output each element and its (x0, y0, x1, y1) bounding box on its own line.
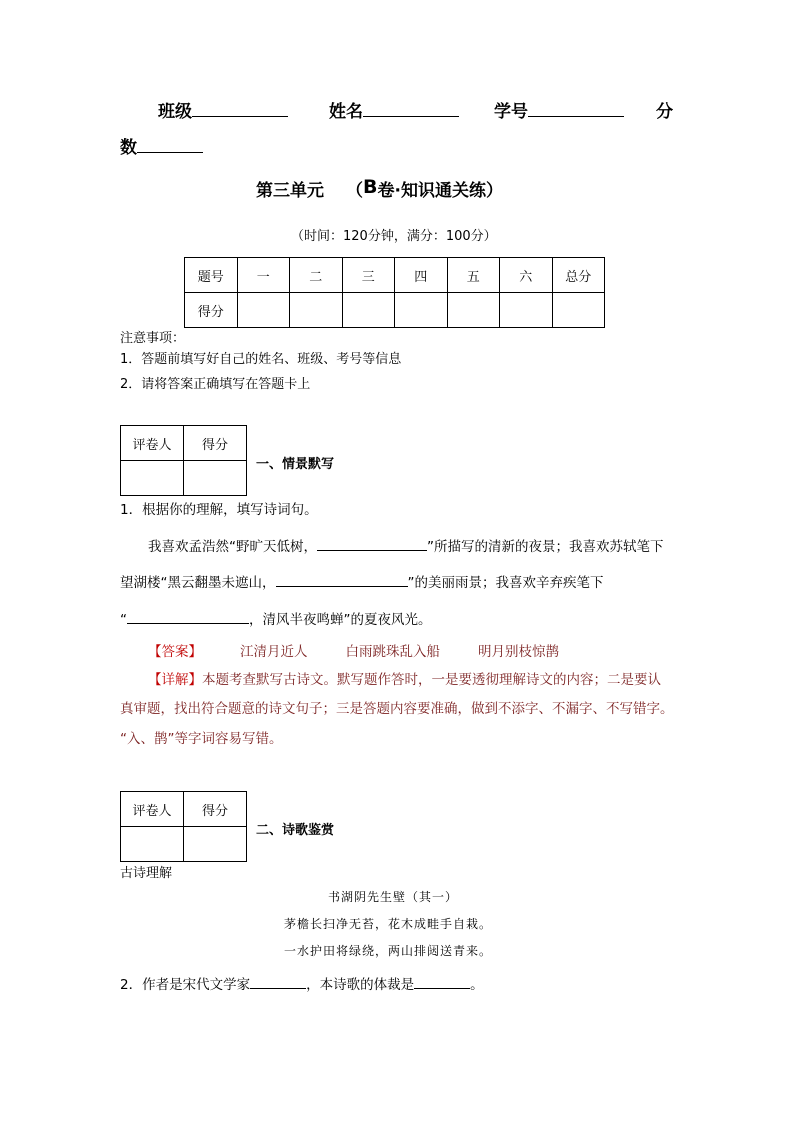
score-field (120, 133, 203, 158)
name-blank[interactable] (363, 99, 459, 117)
answer-label: 【答案】 (148, 644, 202, 660)
class-label: 班级 (158, 102, 192, 122)
score-cell[interactable] (552, 293, 605, 328)
title-unit: 第三单元 (256, 181, 324, 201)
grader-score-label: 得分 (184, 792, 247, 827)
fill-text: ”所描写的清新的夜景；我喜欢苏轼笔下 (427, 539, 664, 555)
poem-title: 书湖阴先生壁（其一） (328, 890, 459, 904)
score-header-cell: 一 (237, 258, 290, 293)
fill-blank-1[interactable] (317, 537, 427, 552)
score-cell[interactable] (342, 293, 395, 328)
grader-score-label: 得分 (184, 426, 247, 461)
grader-box-section1 (120, 425, 247, 496)
section1-question: 1．根据你的理解，填写诗词句。 (120, 502, 318, 518)
page-title (256, 176, 503, 201)
score-cell[interactable] (447, 293, 500, 328)
score-cell[interactable] (395, 293, 448, 328)
notes-item: 1．答题前填写好自己的姓名、班级、考号等信息 (120, 352, 402, 367)
grader-label: 评卷人 (121, 792, 184, 827)
poem-line: 茅檐长扫净无苔，花木成畦手自栽。 (284, 917, 493, 931)
question-2 (120, 973, 484, 993)
score-header-cell: 五 (447, 258, 500, 293)
class-field (158, 97, 288, 122)
author-blank[interactable] (250, 975, 306, 990)
fill-text: ”的美丽雨景；我喜欢辛弃疾笔下 (407, 575, 604, 591)
name-label: 姓名 (329, 102, 363, 122)
answer-line (148, 640, 559, 660)
student-id-label: 学号 (494, 102, 528, 122)
fill-text: “ (120, 612, 127, 628)
score-cell[interactable] (237, 293, 290, 328)
answer-item: 明月别枝惊鹊 (478, 644, 559, 660)
fill-text: 望湖楼“黑云翻墨未遮山， (120, 575, 276, 591)
notes-heading: 注意事项： (120, 331, 186, 346)
section1-title: 一、情景默写 (256, 457, 335, 472)
title-rest: 卷·知识通关练） (377, 181, 503, 201)
notes-item: 2．请将答案正确填写在答题卡上 (120, 377, 311, 392)
score-blank[interactable] (137, 135, 203, 153)
answer-item: 江清月近人 (240, 644, 308, 660)
time-info: （时间：120分钟，满分：100分） (291, 229, 497, 244)
grader-name-cell[interactable] (121, 827, 184, 862)
fill-text: ，清风半夜鸣蝉”的夏夜风光。 (249, 612, 432, 628)
detail-line-1 (148, 668, 661, 688)
poem-fill-line-2 (120, 571, 604, 591)
student-id-blank[interactable] (528, 99, 624, 117)
score-label-part1: 分 (656, 102, 673, 122)
q2-text: 。 (470, 977, 484, 993)
class-blank[interactable] (192, 99, 288, 117)
score-cell[interactable] (290, 293, 343, 328)
poem-fill-line-3 (120, 608, 432, 628)
score-row-label: 得分 (185, 293, 238, 328)
title-paren: （ (346, 181, 363, 201)
score-header-cell: 题号 (185, 258, 238, 293)
grader-score-cell[interactable] (184, 827, 247, 862)
fill-text: 我喜欢孟浩然“野旷天低树， (148, 539, 317, 555)
score-header-cell: 总分 (552, 258, 605, 293)
section2-subtitle: 古诗理解 (120, 866, 173, 881)
score-header-cell: 三 (342, 258, 395, 293)
score-header-cell: 六 (500, 258, 553, 293)
grader-score-cell[interactable] (184, 461, 247, 496)
fill-blank-2[interactable] (276, 573, 408, 588)
grader-name-cell[interactable] (121, 461, 184, 496)
section2-title: 二、诗歌鉴赏 (256, 823, 335, 838)
score-header-cell: 四 (395, 258, 448, 293)
grader-label: 评卷人 (121, 426, 184, 461)
score-table-score-row (185, 293, 605, 328)
score-table-header-row (185, 258, 605, 293)
q2-text: ，本诗歌的体裁是 (306, 977, 415, 993)
genre-blank[interactable] (414, 975, 470, 990)
fill-blank-3[interactable] (127, 610, 249, 625)
score-header-cell: 二 (290, 258, 343, 293)
score-label-part2: 数 (120, 138, 137, 158)
detail-text: 本题考查默写古诗文。默写题作答时，一是要透彻理解诗文的内容；二是要认 (202, 672, 661, 688)
grader-box-section2 (120, 791, 247, 862)
score-cell[interactable] (500, 293, 553, 328)
q2-text: 2．作者是宋代文学家 (120, 977, 251, 993)
student-id-field (494, 97, 624, 122)
detail-line-2: 真审题，找出符合题意的诗文句子；三是答题内容要准确，做到不添字、不漏字、不写错字。 (120, 701, 674, 717)
answer-item: 白雨跳珠乱入船 (345, 644, 440, 660)
title-b: B (363, 176, 378, 198)
detail-line-3: “入、鹊”等字词容易写错。 (120, 731, 283, 747)
detail-label: 【详解】 (148, 672, 202, 688)
score-table (184, 257, 605, 328)
poem-line: 一水护田将绿绕，两山排闼送青来。 (284, 944, 493, 958)
poem-fill-line-1 (148, 535, 664, 555)
name-field (329, 97, 459, 122)
